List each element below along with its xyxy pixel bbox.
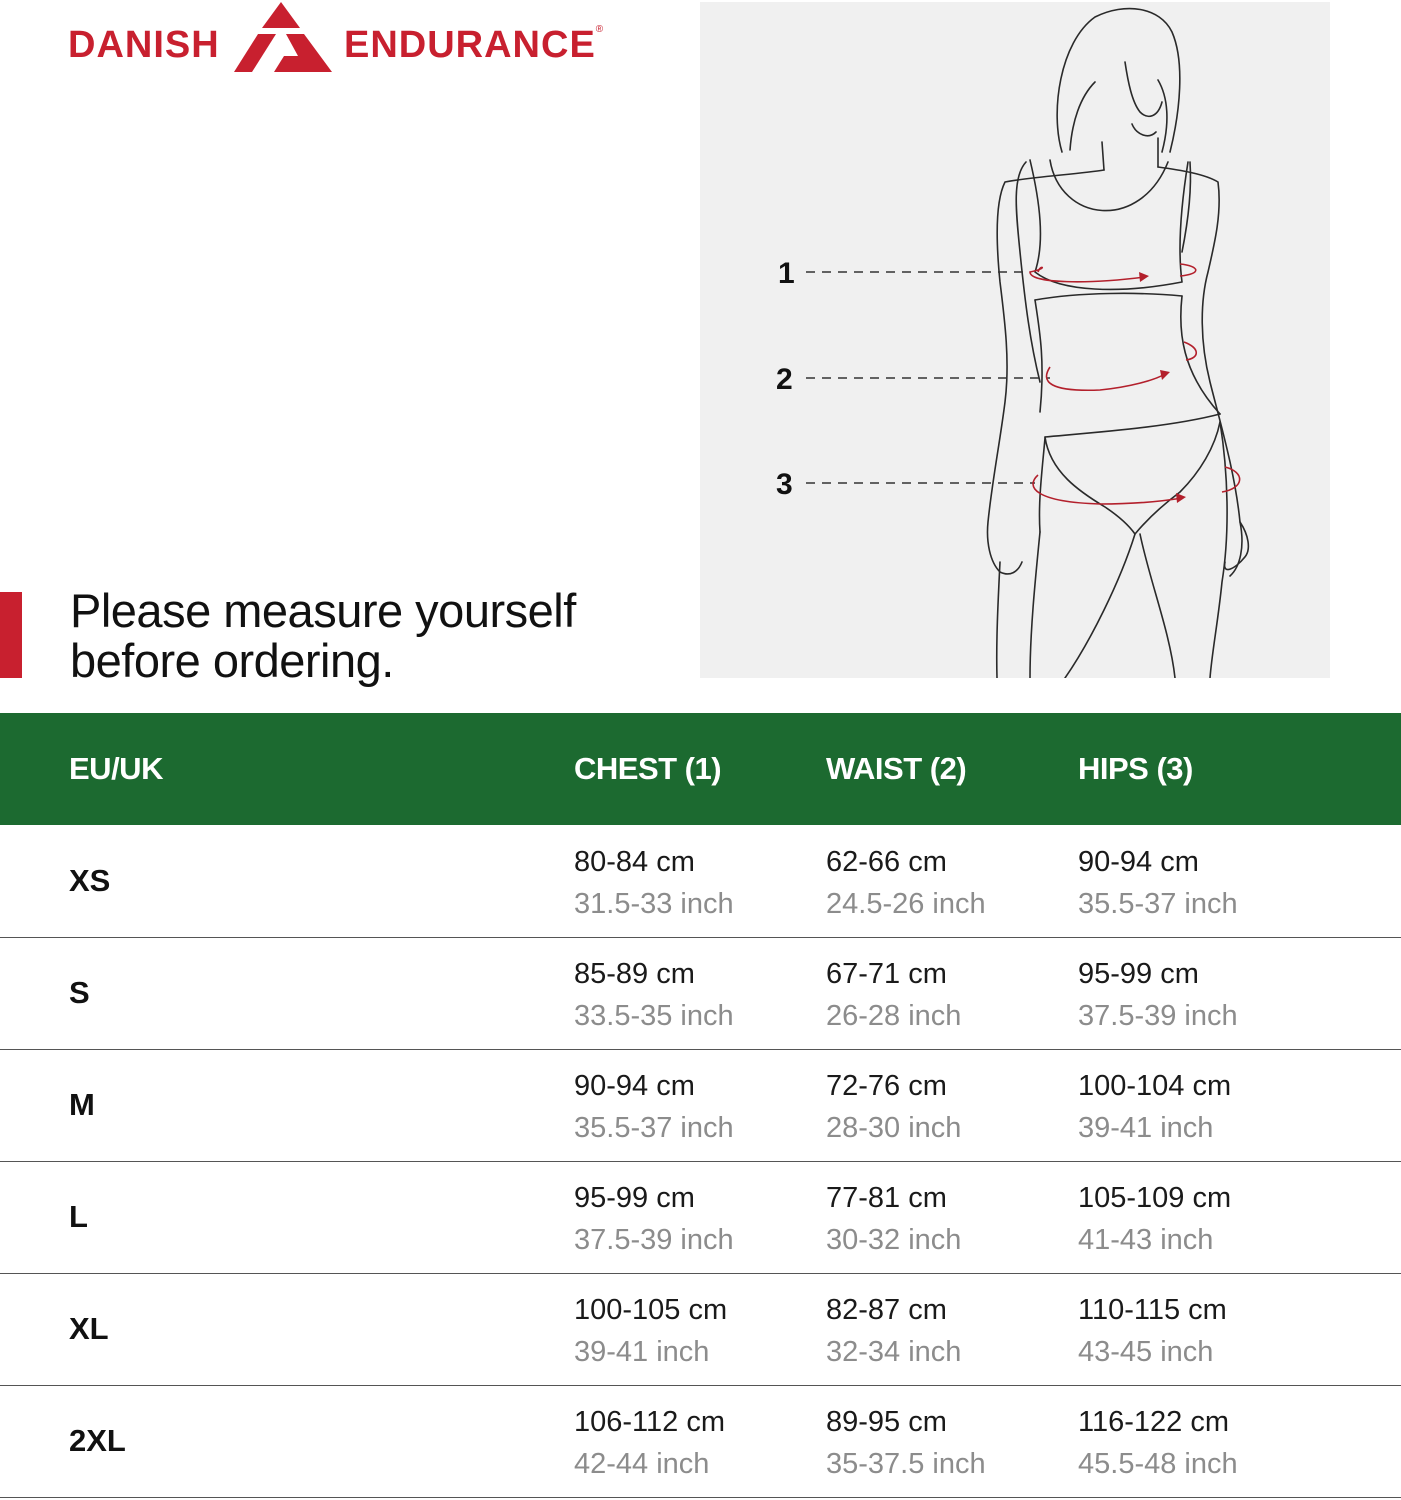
size-label: XS — [69, 863, 111, 898]
waist-cell — [826, 1289, 961, 1373]
marker-3: 3 — [776, 468, 793, 501]
waist-inch: 28-30 inch — [826, 1112, 962, 1144]
marker-1: 1 — [778, 257, 795, 290]
waist-cell — [826, 841, 986, 925]
waist-cm: 62-66 cm — [826, 846, 947, 878]
hips-inch: 45.5-48 inch — [1078, 1448, 1238, 1480]
hips-inch: 43-45 inch — [1078, 1336, 1214, 1368]
hips-cm: 95-99 cm — [1078, 958, 1199, 990]
chest-cm: 100-105 cm — [574, 1294, 728, 1326]
hips-cell — [1078, 953, 1238, 1037]
size-label: M — [69, 1087, 95, 1122]
table-row — [0, 937, 1401, 1050]
accent-bar — [0, 592, 22, 678]
chest-cm: 80-84 cm — [574, 846, 695, 878]
header-waist: WAIST (2) — [826, 751, 967, 786]
chest-inch: 42-44 inch — [574, 1448, 710, 1480]
brand-name-left: DANISH — [68, 24, 220, 66]
mountain-logo-icon — [228, 0, 338, 76]
waist-inch: 24.5-26 inch — [826, 888, 986, 920]
hips-cell — [1078, 1177, 1231, 1261]
size-label: XL — [69, 1311, 109, 1346]
header-size: EU/UK — [69, 751, 163, 786]
table-row — [0, 1161, 1401, 1274]
hips-inch: 35.5-37 inch — [1078, 888, 1238, 920]
waist-cell — [826, 953, 961, 1037]
chest-cm: 85-89 cm — [574, 958, 695, 990]
marker-2: 2 — [776, 363, 793, 396]
hips-cell — [1078, 1289, 1227, 1373]
chest-cm: 106-112 cm — [574, 1406, 725, 1438]
page-headline — [70, 586, 670, 686]
waist-inch: 30-32 inch — [826, 1224, 962, 1256]
waist-inch: 35-37.5 inch — [826, 1448, 986, 1480]
waist-inch: 32-34 inch — [826, 1336, 962, 1368]
chest-inch: 33.5-35 inch — [574, 1000, 734, 1032]
hips-cm: 110-115 cm — [1078, 1294, 1227, 1326]
size-label: 2XL — [69, 1423, 126, 1458]
waist-cell — [826, 1177, 961, 1261]
chest-inch: 35.5-37 inch — [574, 1112, 734, 1144]
chest-cell — [574, 1065, 734, 1149]
hips-cm: 105-109 cm — [1078, 1182, 1232, 1214]
hips-inch: 39-41 inch — [1078, 1112, 1214, 1144]
waist-cell — [826, 1065, 961, 1149]
size-label: L — [69, 1199, 88, 1234]
brand-name-right: ENDURANCE® — [344, 24, 605, 66]
chest-cell — [574, 1289, 727, 1373]
waist-inch: 26-28 inch — [826, 1000, 962, 1032]
hips-inch: 37.5-39 inch — [1078, 1000, 1238, 1032]
hips-cell — [1078, 841, 1238, 925]
headline-line-1: Please measure yourself — [70, 584, 576, 637]
hips-cell — [1078, 1065, 1231, 1149]
hips-cm: 90-94 cm — [1078, 846, 1199, 878]
brand-logo — [68, 0, 628, 76]
waist-cm: 82-87 cm — [826, 1294, 947, 1326]
waist-cm: 77-81 cm — [826, 1182, 947, 1214]
measurement-illustration — [700, 2, 1330, 678]
waist-cm: 89-95 cm — [826, 1406, 947, 1438]
chest-inch: 37.5-39 inch — [574, 1224, 734, 1256]
chest-cell — [574, 841, 734, 925]
chest-cell — [574, 1401, 725, 1485]
chest-cm: 95-99 cm — [574, 1182, 695, 1214]
headline-line-2: before ordering. — [70, 634, 394, 687]
size-table-header — [0, 713, 1401, 825]
header-chest: CHEST (1) — [574, 751, 722, 786]
table-row — [0, 825, 1401, 938]
chest-cm: 90-94 cm — [574, 1070, 695, 1102]
header-hips: HIPS (3) — [1078, 751, 1193, 786]
hips-cm: 116-122 cm — [1078, 1406, 1229, 1438]
hips-inch: 41-43 inch — [1078, 1224, 1214, 1256]
table-row — [0, 1385, 1401, 1498]
waist-cm: 72-76 cm — [826, 1070, 947, 1102]
table-row — [0, 1049, 1401, 1162]
chest-cell — [574, 953, 734, 1037]
waist-cm: 67-71 cm — [826, 958, 947, 990]
chest-cell — [574, 1177, 734, 1261]
chest-inch: 31.5-33 inch — [574, 888, 734, 920]
chest-inch: 39-41 inch — [574, 1336, 710, 1368]
hips-cm: 100-104 cm — [1078, 1070, 1232, 1102]
size-label: S — [69, 975, 90, 1010]
table-row — [0, 1273, 1401, 1386]
hips-cell — [1078, 1401, 1238, 1485]
waist-cell — [826, 1401, 986, 1485]
body-figure-drawing — [700, 2, 1330, 678]
